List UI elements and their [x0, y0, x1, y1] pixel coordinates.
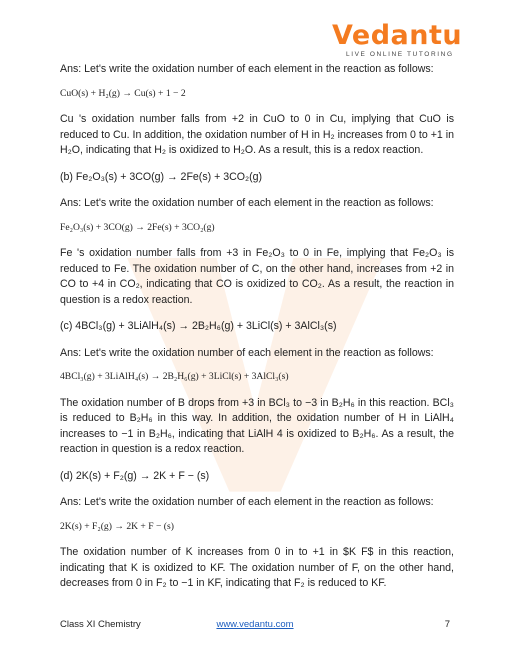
- equation-b: Fe₂O₃(s) + 3CO(g) → 2Fe(s) + 3CO₂(g): [60, 221, 215, 233]
- question-b: (b) Fe₂O₃(s) + 3CO(g) → 2Fe(s) + 3CO₂(g): [60, 170, 263, 183]
- logo-tagline: LIVE ONLINE TUTORING: [346, 51, 454, 58]
- question-c: (c) 4BCl₃(g) + 3LiAlH₄(s) → 2B₂H₆(g) + 3LiCl(s) + 3AlCl₃(s): [60, 320, 337, 332]
- answer-intro-a: Ans: Let's write the oxidation number of each element in the reaction as follows:: [60, 63, 434, 75]
- vedantu-logo: [332, 22, 462, 60]
- logo-wordmark: Vedantu: [332, 20, 463, 51]
- explanation-a: Cu 's oxidation number falls from +2 in CuO to 0 in Cu, implying that CuO is reduced to Cu. In addition, the oxidation number of H in H₂ increases from 0 to +1 in H₂O, indicating that H₂ is oxidized to H₂O. As a result, this is a redox reaction.: [60, 113, 454, 156]
- page-footer: [60, 619, 450, 630]
- explanation-d: The oxidation number of K increases from 0 in to +1 in $K F$ in this reaction, indicating that K is oxidized to KF. The oxidation number of F, on the other hand, decreases from 0 in F₂ to −1 in KF, indicating that F₂ is reduced to KF.: [60, 546, 454, 589]
- equation-a: CuO(s) + H₂(g) → Cu(s) + 1 − 2: [60, 87, 186, 99]
- page-number: 7: [444, 619, 450, 630]
- answer-intro-b: Ans: Let's write the oxidation number of each element in the reaction as follows:: [60, 197, 434, 209]
- question-d: (d) 2K(s) + F₂(g) → 2K + F − (s): [60, 469, 210, 482]
- explanation-b: Fe 's oxidation number falls from +3 in Fe₂O₃ to 0 in Fe, implying that Fe₂O₃ is reduced to Fe. The oxidation number of C, on the other hand, increases from +2 in CO to +4 in CO₂, indicating that CO is oxidized to CO₂. As a result, the reaction in question is a redox reaction.: [60, 247, 454, 306]
- footer-subject: Class XI Chemistry: [60, 619, 141, 630]
- footer-website-link[interactable]: www.vedantu.com: [216, 619, 294, 630]
- explanation-c: The oxidation number of B drops from +3 in BCl₃ to −3 in B₂H₆ in this reaction. BCl₃ is reduced to B₂H₆ in this way. In addition, the oxidation number of H in LiAlH₄ increases to −1 in B₂H₆, indicating that LiAlH 4 is oxidized to B₂H₆. As a result, the reaction in question is a redox reaction.: [60, 396, 454, 455]
- equation-d: 2K(s) + F₂(g) → 2K + F − (s): [60, 520, 174, 532]
- answer-intro-d: Ans: Let's write the oxidation number of each element in the reaction as follows:: [60, 496, 434, 508]
- answer-intro-c: Ans: Let's write the oxidation number of each element in the reaction as follows:: [60, 346, 434, 359]
- document-body: [60, 62, 454, 592]
- equation-c: 4BCl₃(g) + 3LiAlH₄(s) → 2B₂H₆(g) + 3LiCl(s) + 3AlCl₃(s): [60, 371, 289, 382]
